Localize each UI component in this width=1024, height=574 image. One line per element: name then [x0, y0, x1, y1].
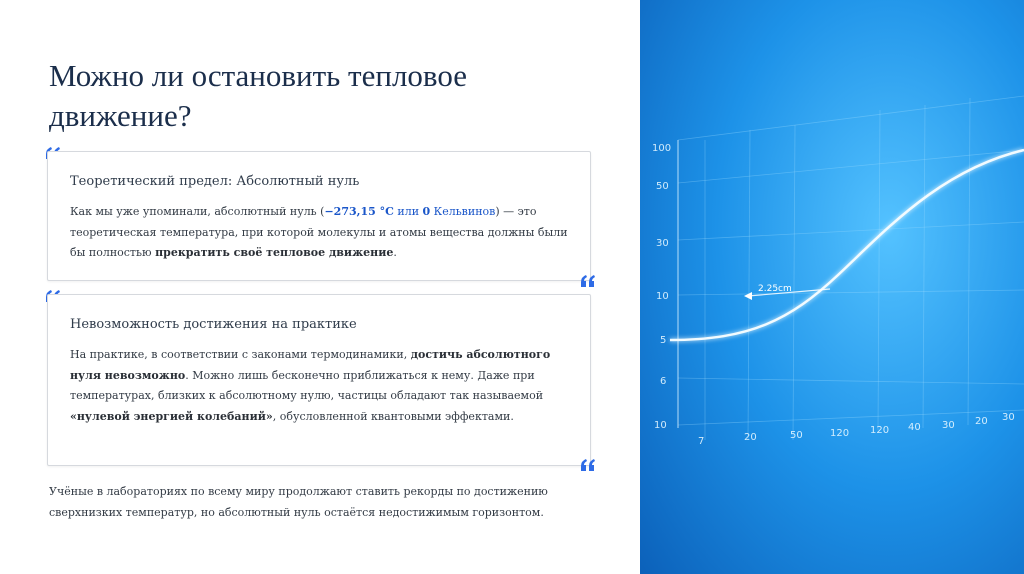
- card-title: Невозможность достижения на практике: [70, 317, 357, 332]
- x-tick-label: 20: [975, 416, 988, 427]
- x-tick-label: 50: [790, 430, 803, 441]
- x-tick-label: 30: [942, 420, 955, 431]
- slide-title: Можно ли остановить тепловое движение?: [49, 58, 467, 133]
- y-tick-label: 10: [654, 420, 667, 431]
- card-impossibility: [47, 294, 591, 466]
- footer-text: Учёные в лабораториях по всему миру продолжают ставить рекорды по достижению сверхнизких температур, но абсолютный нуль остаётся недостижимым горизонтом.: [49, 485, 548, 519]
- x-tick-label: 20: [744, 432, 757, 443]
- x-tick-label: 7: [698, 436, 705, 447]
- card-absolute-zero: [47, 151, 591, 281]
- x-tick-label: 120: [870, 425, 890, 436]
- quote-close-icon: [579, 274, 597, 288]
- y-tick-label: 100: [652, 143, 672, 154]
- x-tick-label: 40: [908, 422, 921, 433]
- y-tick-label: 6: [660, 376, 667, 387]
- y-tick-label: 5: [660, 335, 667, 346]
- x-tick-label: 30: [1002, 412, 1015, 423]
- y-tick-label: 10: [656, 291, 669, 302]
- graph-annotation: 2.25cm: [758, 284, 792, 294]
- y-tick-label: 50: [656, 181, 669, 192]
- graph-image: [640, 0, 1024, 574]
- card-text: Как мы уже упоминали, абсолютный нуль (−273,15 °C или 0 Кельвинов) — это теоретическая температура, при которой молекулы и атомы вещества должны были бы полностью прекратить своё тепловое движение.: [70, 205, 568, 259]
- quote-close-icon: [579, 458, 597, 472]
- card-text: На практике, в соответствии с законами термодинамики, достичь абсолютного нуля невозможно. Можно лишь бесконечно приближаться к нему. Даже при температурах, близких к абсолютному нулю, частицы обладают так называемой «нулевой энергией колебаний», обусловленной квантовыми эффектами.: [70, 348, 551, 423]
- x-tick-label: 120: [830, 428, 850, 439]
- y-tick-label: 30: [656, 238, 669, 249]
- card-title: Теоретический предел: Абсолютный нуль: [70, 174, 360, 189]
